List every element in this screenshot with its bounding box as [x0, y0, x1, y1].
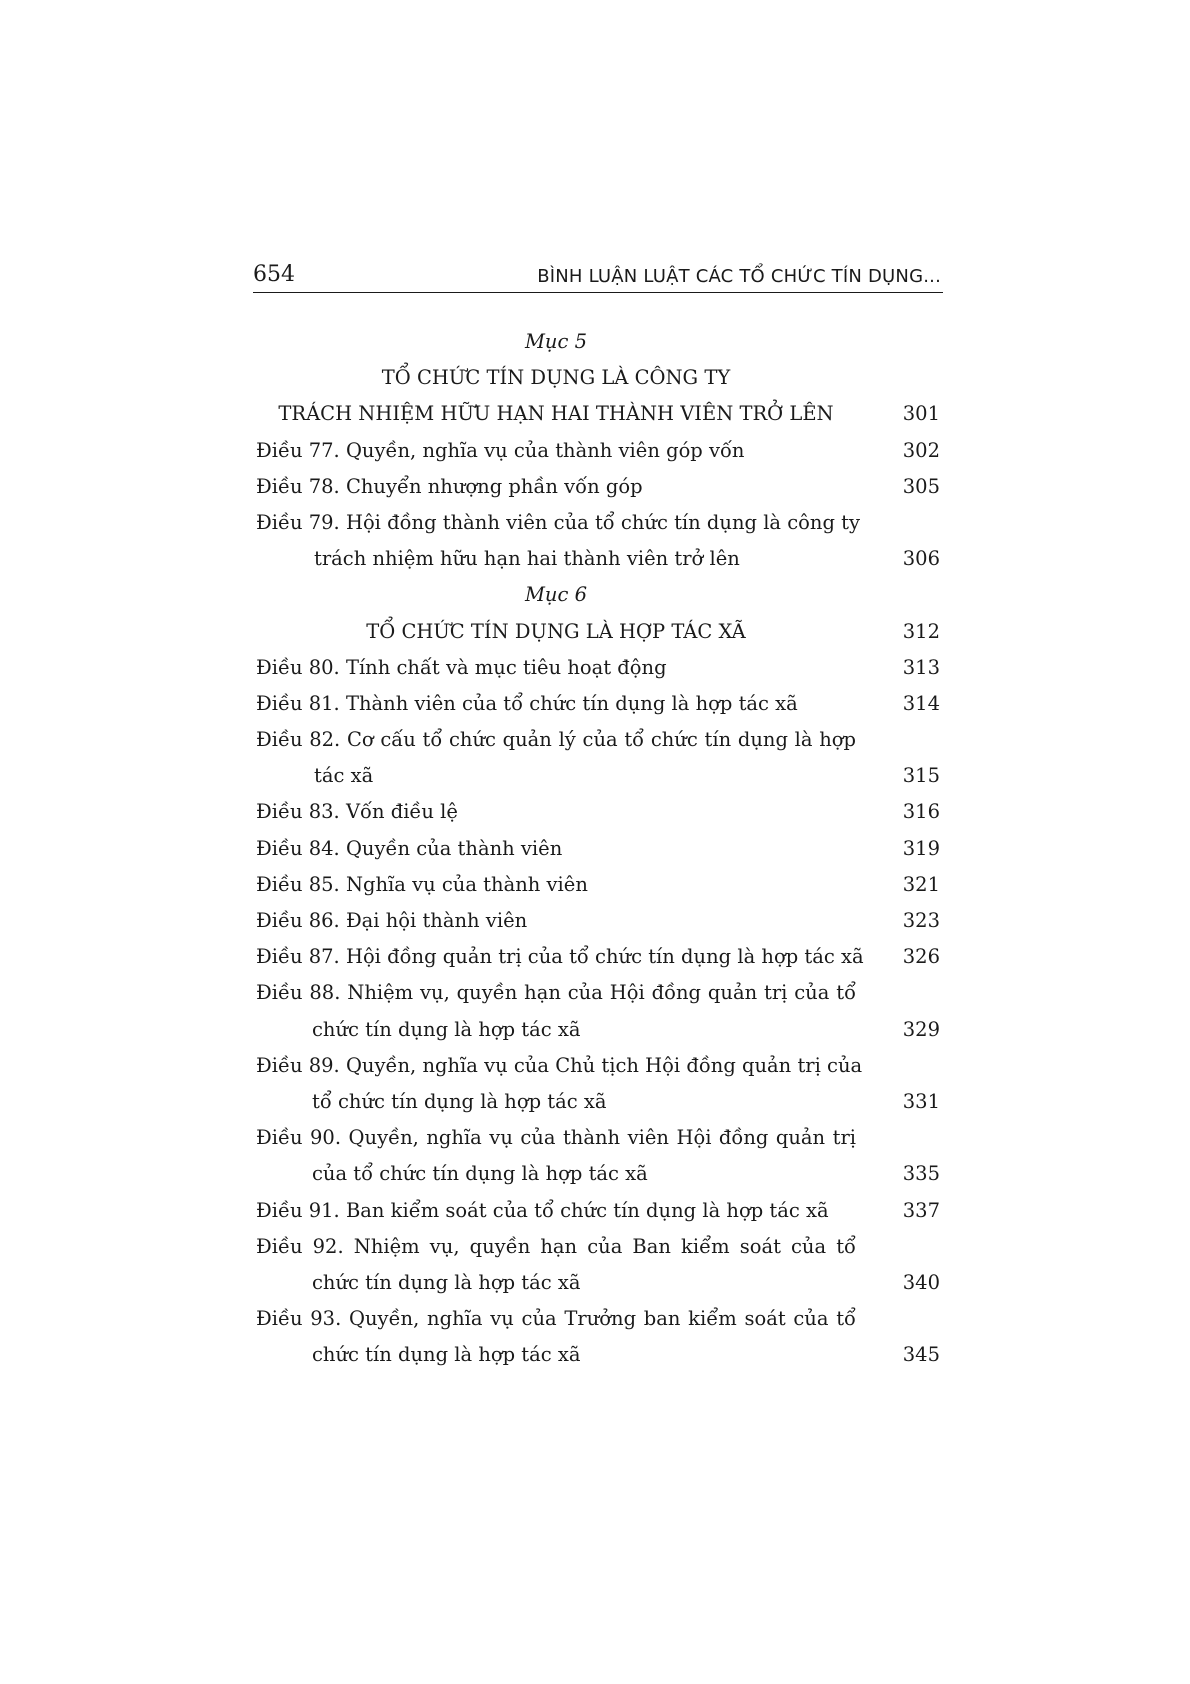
page-ref: 315: [902, 764, 940, 788]
section-title-cont[interactable]: TRÁCH NHIỆM HỮU HẠN HAI THÀNH VIÊN TRỞ LÊN 301: [256, 396, 940, 432]
toc-entry[interactable]: Điều 88. Nhiệm vụ, quyền hạn của Hội đồng quản trị của tổ: [256, 981, 856, 1005]
toc-entry[interactable]: Điều 82. Cơ cấu tổ chức quản lý của tổ chức tín dụng là hợp: [256, 728, 856, 752]
toc-entry[interactable]: Điều 93. Quyền, nghĩa vụ của Trưởng ban kiểm soát của tổ: [256, 1307, 856, 1331]
toc-entry[interactable]: Điều 91. Ban kiểm soát của tổ chức tín dụng là hợp tác xã 337: [256, 1193, 940, 1229]
toc-entry[interactable]: Điều 85. Nghĩa vụ của thành viên 321: [256, 867, 940, 903]
page-ref: 302: [902, 438, 940, 462]
toc-entry-cont[interactable]: chức tín dụng là hợp tác xã 329: [256, 1012, 940, 1048]
section-title[interactable]: TỔ CHỨC TÍN DỤNG LÀ CÔNG TY: [381, 366, 731, 390]
toc-entry[interactable]: Điều 87. Hội đồng quản trị của tổ chức tín dụng là hợp tác xã 326: [256, 939, 940, 975]
toc-entry-cont[interactable]: tác xã 315: [256, 758, 940, 794]
page-ref: 345: [902, 1343, 940, 1367]
toc-entry-cont[interactable]: trách nhiệm hữu hạn hai thành viên trở lên 306: [256, 541, 940, 577]
section-label: Mục 5: [524, 330, 588, 353]
page-ref: 305: [902, 474, 940, 498]
toc-entry[interactable]: Điều 84. Quyền của thành viên 319: [256, 831, 940, 867]
page-ref: 337: [902, 1198, 940, 1222]
toc-entry[interactable]: Điều 79. Hội đồng thành viên của tổ chức tín dụng là công ty: [256, 510, 861, 534]
page-ref: 326: [902, 945, 940, 969]
page-ref: 312: [902, 619, 940, 643]
page-ref: 321: [902, 872, 940, 896]
toc-entry[interactable]: Điều 92. Nhiệm vụ, quyền hạn của Ban kiểm soát của tổ: [256, 1234, 856, 1258]
toc-entry[interactable]: Điều 81. Thành viên của tổ chức tín dụng là hợp tác xã 314: [256, 686, 940, 722]
toc-entry[interactable]: Điều 86. Đại hội thành viên 323: [256, 903, 940, 939]
toc-entry[interactable]: Điều 80. Tính chất và mục tiêu hoạt động 313: [256, 650, 940, 686]
page-ref: 335: [902, 1162, 940, 1186]
page-ref: 319: [902, 836, 940, 860]
toc-entry-cont[interactable]: chức tín dụng là hợp tác xã 345: [256, 1337, 940, 1373]
page-ref: 314: [902, 691, 940, 715]
toc-entry[interactable]: Điều 83. Vốn điều lệ 316: [256, 794, 940, 830]
page-ref: 329: [902, 1017, 940, 1041]
section-title[interactable]: TỔ CHỨC TÍN DỤNG LÀ HỢP TÁC XÃ 312: [256, 614, 940, 650]
running-title: BÌNH LUẬN LUẬT CÁC TỔ CHỨC TÍN DỤNG...: [537, 266, 941, 287]
page-ref: 340: [902, 1270, 940, 1294]
toc-entry[interactable]: Điều 78. Chuyển nhượng phần vốn góp 305: [256, 469, 940, 505]
page-ref: 323: [902, 909, 940, 932]
toc-entry-cont[interactable]: của tổ chức tín dụng là hợp tác xã 335: [256, 1156, 940, 1192]
toc-entry-cont[interactable]: chức tín dụng là hợp tác xã 340: [256, 1265, 940, 1301]
toc-entry[interactable]: Điều 77. Quyền, nghĩa vụ của thành viên góp vốn 302: [256, 433, 940, 469]
page-ref: 313: [902, 655, 940, 679]
toc-entry[interactable]: Điều 89. Quyền, nghĩa vụ của Chủ tịch Hội đồng quản trị của: [256, 1053, 863, 1077]
page-ref: 301: [902, 402, 940, 426]
section-label: Mục 6: [524, 583, 588, 607]
page-number: 654: [253, 262, 295, 287]
page-ref: 316: [902, 800, 940, 824]
table-of-contents: [256, 324, 940, 1373]
page-header: [253, 258, 943, 293]
page-ref: 331: [902, 1089, 940, 1113]
page-ref: 306: [902, 547, 940, 571]
toc-entry[interactable]: Điều 90. Quyền, nghĩa vụ của thành viên Hội đồng quản trị: [256, 1126, 856, 1150]
toc-entry-cont[interactable]: tổ chức tín dụng là hợp tác xã 331: [256, 1084, 940, 1120]
